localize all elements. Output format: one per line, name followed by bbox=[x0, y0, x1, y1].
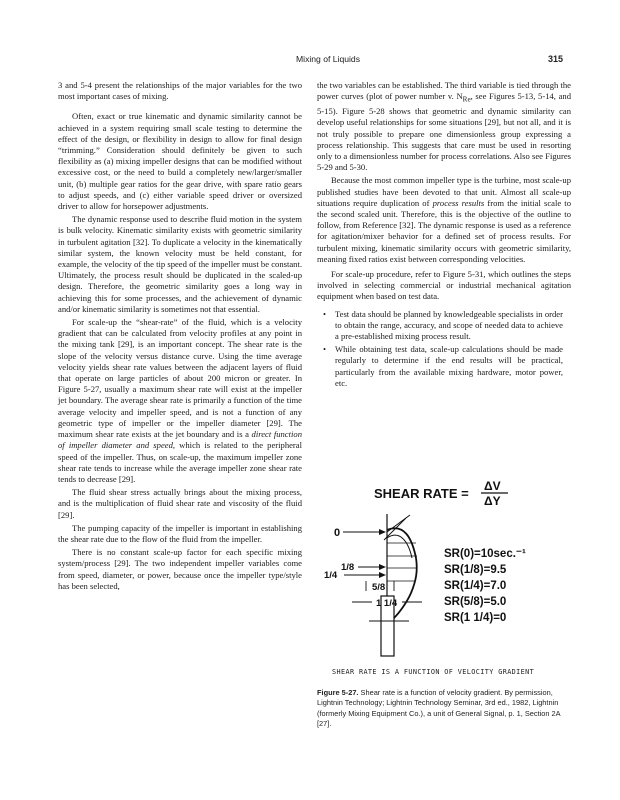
page-header bbox=[0, 54, 620, 68]
paragraph: For scale-up procedure, refer to Figure 5-31, which outlines the steps involved in selecting commercial or industrial mechanical agitation equipment when based on test data. bbox=[317, 268, 571, 302]
paragraph bbox=[317, 80, 571, 173]
shear-rate-value: SR(0)=10sec.⁻¹ bbox=[444, 548, 526, 560]
paragraph bbox=[317, 175, 571, 265]
emphasis-text: process results bbox=[432, 197, 485, 208]
position-label-one-and-quarter: 1 1/4 bbox=[376, 598, 398, 609]
shear-rate-diagram bbox=[324, 478, 574, 668]
position-label-zero: 0 bbox=[334, 527, 341, 539]
delta-v-label: ΔV bbox=[484, 479, 501, 493]
caption-text: Shear rate is a function of velocity gradient. By permission, Lightnin Technology; Lightnin Technology Seminar, 3rd ed., 1982, Lightnin (formerly Mixing Equipment Co.), a unit of General Signal, p. 1, Section 2A [27]. bbox=[317, 688, 561, 729]
right-column bbox=[317, 80, 571, 391]
paragraph-text: from the initial scale to the second scaled unit. Therefore, this is the objective of the outline to follow, from Reference [32]. The dynamic response is used as a reference for agitation/mixer behavior for a defined set of process results. For turbulent mixing, kinematic similarity occurs with geometric similarity, meaning fixed ratios exist between corresponding velocities. bbox=[317, 197, 571, 264]
paragraph: The dynamic response used to describe fluid motion in the system is bulk velocity. Kinematic similarity exists with geometric similarity in turbulent agitation [32]. To duplicate a velocity in the kinematically similar system, the known velocity must be held constant, for example, the velocity of the tip speed of the impeller must be constant. Ultimately, the process result should be duplicated in the scaled-up design. Therefore, the geometric similarity goes a long way in achieving this for some processes, and the achievement of dynamic and/or kinematic similarity is sometimes not that essential. bbox=[58, 214, 302, 314]
shear-rate-label: SHEAR RATE = bbox=[374, 486, 469, 501]
bullet-list bbox=[317, 309, 571, 389]
arrow-head bbox=[379, 529, 386, 535]
figure-subtitle: SHEAR RATE IS A FUNCTION OF VELOCITY GRADIENT bbox=[332, 668, 535, 676]
paragraph-text: , see Figures 5-13, 5-14, and 5-15). Figure 5-28 shows that geometric and dynamic similarity can develop useful relationships for some situations [29], but not all, and it is not truly possible to prepare one dimensionless group expressing a process relationship. This suggests that care must be used in resorting only to a dimensionless number for process correlations. Also see Figures 5-29 and 5-30. bbox=[317, 91, 571, 173]
paragraph-text: the two variables can be established. The third variable is tied through the power curves (plot of power number v. N bbox=[317, 80, 571, 102]
position-label-one-quarter: 1/4 bbox=[324, 570, 338, 581]
subscript-text: Re bbox=[462, 95, 471, 104]
paragraph: 3 and 5-4 present the relationships of the major variables for the two most important cases of mixing. bbox=[58, 80, 302, 102]
shear-rate-value: SR(1/4)=7.0 bbox=[444, 580, 507, 592]
arrow-head bbox=[379, 564, 386, 570]
bullet-item: • Test data should be planned by knowledgeable specialists in order to obtain the range, accuracy, and scope of needed data to achieve a pre-established mixing process result. bbox=[317, 309, 563, 343]
paragraph-text: For scale-up the “shear-rate” of the fluid, which is a velocity gradient that can be calculated from velocity profiles at any point in the mixing tank [29], is an important concept. The shear rate is the slope of the velocity versus distance curve. Using the time average velocity yields shear rate values between the adjacent layers of fluid that operate on large particles of about 200 micron or greater. In Figure 5-27, usually a maximum shear rate will exist at the impeller jet boundary. The average shear rate is primarily a function of the time average velocity and impeller speed, and is not a function of any geometric type of impeller or the impeller diameter [29]. The maximum shear rate exists at the jet boundary and is a bbox=[58, 317, 302, 440]
paragraph: The pumping capacity of the impeller is important in establishing the shear rate due to the flow of the fluid from the impeller. bbox=[58, 522, 302, 544]
page-number: 315 bbox=[548, 54, 564, 64]
figure-caption bbox=[317, 688, 573, 730]
arrow-head bbox=[379, 572, 386, 578]
emphasis-text: direct function of impeller diameter and speed bbox=[58, 429, 302, 451]
left-column bbox=[58, 80, 302, 594]
shear-rate-value: SR(1 1/4)=0 bbox=[444, 612, 507, 624]
paragraph bbox=[58, 317, 302, 485]
velocity-profile-inner bbox=[387, 535, 412, 558]
delta-y-label: ΔY bbox=[484, 494, 501, 508]
paragraph-text: Because the most common impeller type is the turbine, most scale-up published studies have been devoted to that unit. Almost all scale-up situations require duplication of bbox=[317, 175, 571, 208]
shear-rate-value: SR(1/8)=9.5 bbox=[444, 564, 507, 576]
running-title: Mixing of Liquids bbox=[296, 54, 361, 64]
shear-rate-value: SR(5/8)=5.0 bbox=[444, 596, 507, 608]
paragraph: Often, exact or true kinematic and dynamic similarity cannot be achieved in a system requiring small scale testing to determine the effect of the design, or flexibility in design to allow for final design “trimming.” Consideration should definitely be given to such flexibility as (a) mixing impeller designs that can be modified without excessive cost, or the need to build a completely new/larger/smaller unit, (b) multiple gear ratios for the gear drive, with spare ratio gears to adjust speeds, and (c) either variable speed driver or oversized driver to allow for horsepower adjustments. bbox=[58, 111, 302, 212]
shear-rate-figure bbox=[324, 478, 574, 668]
caption-label: Figure 5-27. bbox=[317, 688, 359, 697]
bullet-item: • While obtaining test data, scale-up calculations should be made regularly to determine if the end results will be practical, particularly from the available mixing hardware, motor power, etc. bbox=[317, 344, 563, 389]
paragraph: There is no constant scale-up factor for each specific mixing system/process [29]. The two independent impeller variables come from speed, diameter, or power, because once the impeller type/style has been selected, bbox=[58, 547, 302, 591]
paragraph-text: , which is related to the peripheral speed of the impeller. Thus, on scale-up, the maximum impeller zone shear rate tends to increase while the average impeller zone shear rate tends to decrease [29]. bbox=[58, 440, 302, 484]
position-label-one-eighth: 1/8 bbox=[341, 562, 355, 573]
paragraph: The fluid shear stress actually brings about the mixing process, and is the multiplication of fluid shear rate and viscosity of the fluid [29]. bbox=[58, 487, 302, 520]
position-label-five-eighths: 5/8 bbox=[372, 582, 386, 593]
